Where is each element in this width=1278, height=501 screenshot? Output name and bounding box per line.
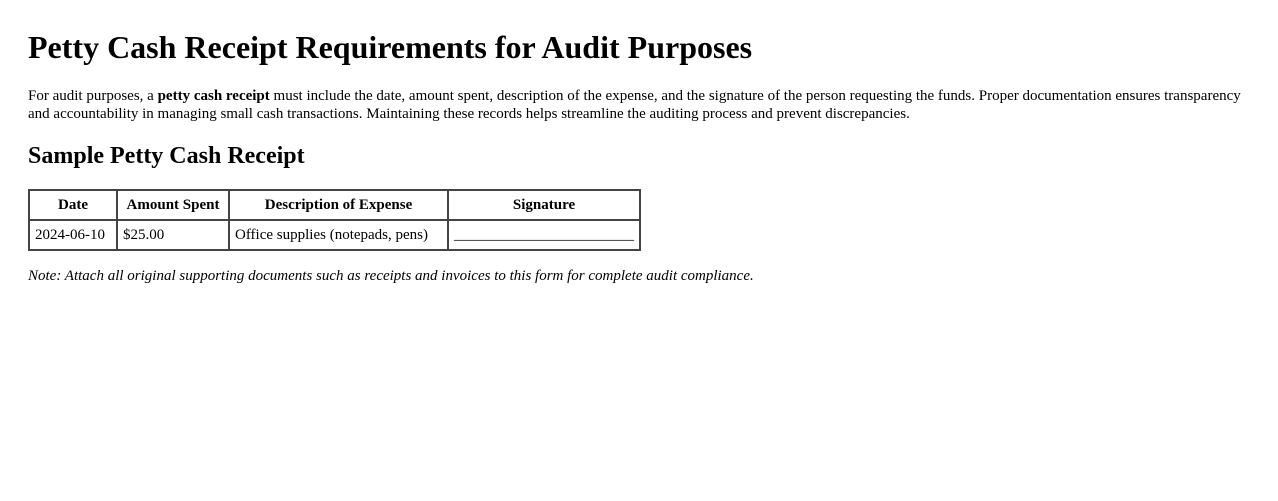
header-amount-spent: Amount Spent [117, 190, 229, 220]
receipt-table [28, 189, 641, 251]
page-title: Petty Cash Receipt Requirements for Audit Purposes [28, 29, 753, 65]
cell-amount: $25.00 [117, 220, 229, 250]
table-header-row [29, 190, 640, 220]
header-signature: Signature [448, 190, 640, 220]
cell-date: 2024-06-10 [29, 220, 117, 250]
intro-text-start: For audit purposes, a [28, 88, 158, 104]
intro-bold-term: petty cash receipt [157, 88, 270, 104]
header-date: Date [29, 190, 117, 220]
intro-paragraph [28, 87, 1250, 123]
cell-signature-line: ________________________ [448, 220, 640, 250]
intro-text-end: must include the date, amount spent, description of the expense, and the signature of the person requesting the funds. Proper documentation ensures transparency and accountability in managing small cash transactions. Maintaining these records helps streamline the auditing process and prevent discrepancies. [28, 88, 1241, 122]
section-title: Sample Petty Cash Receipt [28, 143, 305, 169]
header-description: Description of Expense [229, 190, 448, 220]
cell-description: Office supplies (notepads, pens) [229, 220, 448, 250]
audit-note: Note: Attach all original supporting documents such as receipts and invoices to this form for complete audit compliance. [28, 268, 754, 284]
table-row [29, 220, 640, 250]
